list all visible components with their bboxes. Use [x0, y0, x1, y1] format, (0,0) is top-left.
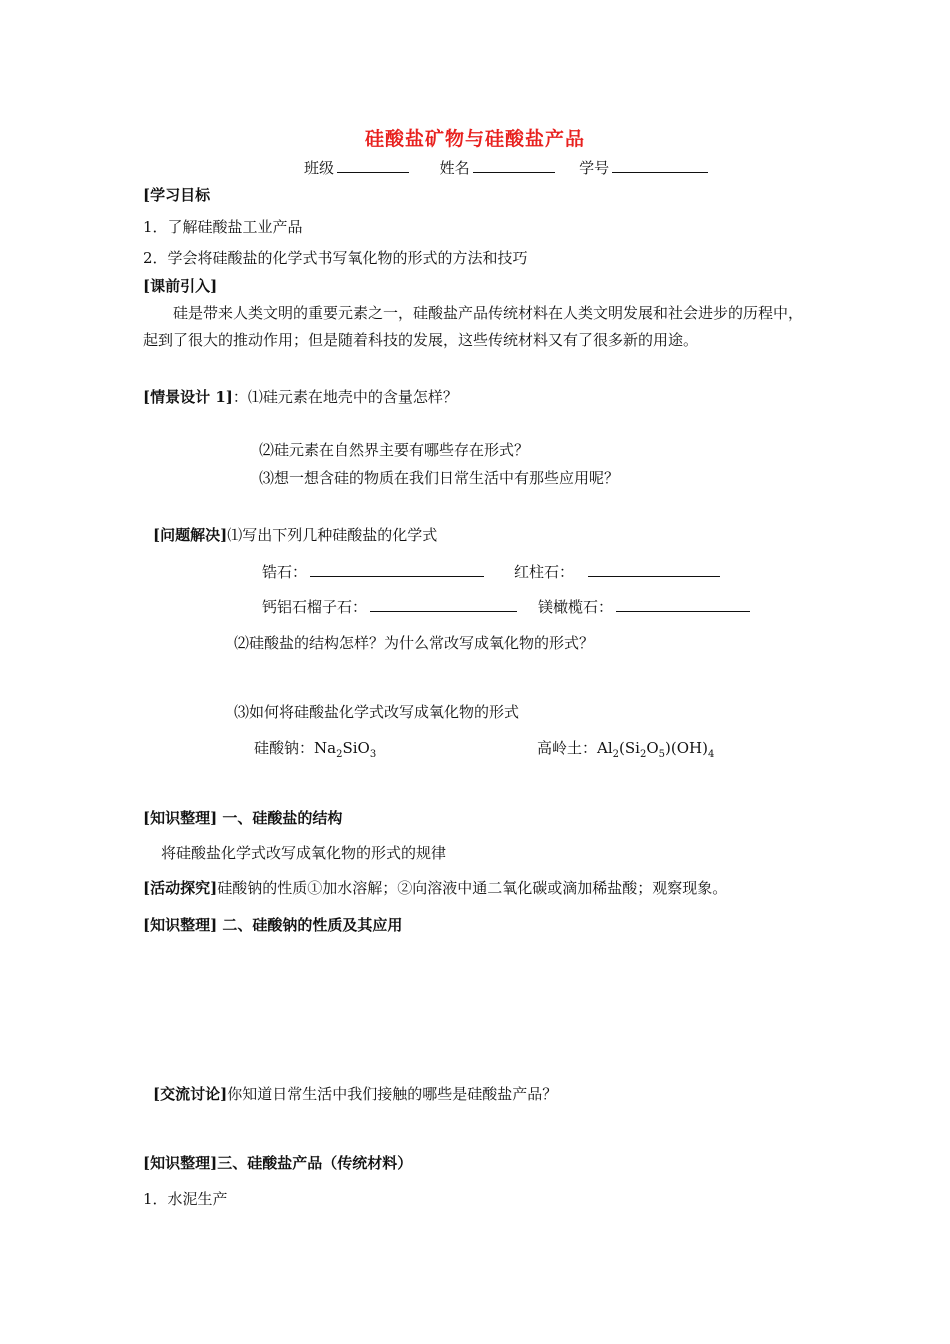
- problem-q1-line: [153, 525, 437, 545]
- problem-heading: [问题解决]: [153, 526, 228, 544]
- mineral-row: [262, 562, 487, 582]
- scenario-q1-line: [143, 387, 458, 407]
- sodium-silicate-formula: $Na_2SiO_3$: [314, 739, 377, 760]
- name-blank[interactable]: [473, 158, 555, 173]
- mineral-row: [538, 597, 753, 617]
- mineral-row: [514, 562, 723, 582]
- scenario-heading: [情景设计 1]: [143, 388, 233, 406]
- answer-blank[interactable]: [588, 562, 720, 577]
- knowledge-heading: [知识整理]三、硅酸盐产品（传统材料）: [143, 1154, 413, 1172]
- scenario-question: ⑶想一想含硅的物质在我们日常生活中有那些应用呢？: [259, 469, 620, 487]
- number-blank[interactable]: [612, 158, 708, 173]
- intro-paragraph: 硅是带来人类文明的重要元素之一，硅酸盐产品传统材料在人类文明发展和社会进步的历程中，起到了很大的推动作用；但是随着科技的发展，这些传统材料又有了很多新的用途。: [143, 304, 804, 349]
- mineral-label: 钙铝石榴子石：: [262, 598, 368, 616]
- activity-line: [143, 878, 727, 898]
- mineral-label: 红柱石：: [514, 563, 575, 581]
- discussion-text: 你知道日常生活中我们接触的哪些是硅酸盐产品？: [227, 1085, 558, 1103]
- formula-example: [537, 738, 714, 758]
- problem-question: ⑶如何将硅酸盐化学式改写成氧化物的形式: [234, 703, 520, 721]
- objective-item: 1．了解硅酸盐工业产品: [143, 218, 303, 236]
- answer-blank[interactable]: [310, 562, 484, 577]
- class-label: 班级: [304, 159, 335, 177]
- objective-item: 2．学会将硅酸盐的化学式书写氧化物的形式的方法和技巧: [143, 249, 528, 267]
- answer-blank[interactable]: [616, 597, 750, 612]
- discussion-line: [153, 1084, 557, 1104]
- scenario-question: ⑵硅元素在自然界主要有哪些存在形式？: [259, 441, 530, 459]
- class-blank[interactable]: [337, 158, 409, 173]
- number-label: 学号: [579, 159, 610, 177]
- knowledge-heading: [知识整理] 二、硅酸钠的性质及其应用: [143, 916, 403, 934]
- mineral-row: [262, 597, 520, 617]
- formula-label: 硅酸钠：: [254, 739, 315, 757]
- knowledge-text: 将硅酸盐化学式改写成氧化物的形式的规律: [161, 844, 447, 862]
- answer-blank[interactable]: [370, 597, 517, 612]
- page-title: 硅酸盐矿物与硅酸盐产品: [364, 128, 585, 150]
- problem-question: ⑵硅酸盐的结构怎样？为什么常改写成氧化物的形式？: [234, 634, 595, 652]
- formula-example: [254, 738, 376, 758]
- scenario-question: ：⑴硅元素在地壳中的含量怎样？: [232, 388, 458, 406]
- mineral-label: 镁橄榄石：: [538, 598, 614, 616]
- kaolin-formula: $Al_2(Si_2O_5)(OH)_4$: [597, 739, 715, 760]
- objectives-heading: [学习目标: [143, 186, 211, 204]
- formula-label: 高岭土：: [537, 739, 598, 757]
- activity-text: 硅酸钠的性质①加水溶解；②向溶液中通二氧化碳或滴加稀盐酸；观察现象。: [217, 879, 728, 897]
- discussion-heading: [交流讨论]: [153, 1085, 228, 1103]
- activity-heading: [活动探究]: [143, 879, 218, 897]
- intro-heading: [课前引入]: [143, 277, 218, 295]
- name-label: 姓名: [439, 159, 470, 177]
- mineral-label: 锆石：: [262, 563, 308, 581]
- knowledge-heading: [知识整理] 一、硅酸盐的结构: [143, 809, 343, 827]
- student-info-row: [304, 158, 711, 178]
- knowledge-item: 1．水泥生产: [143, 1190, 228, 1208]
- problem-question: ⑴写出下列几种硅酸盐的化学式: [227, 526, 438, 544]
